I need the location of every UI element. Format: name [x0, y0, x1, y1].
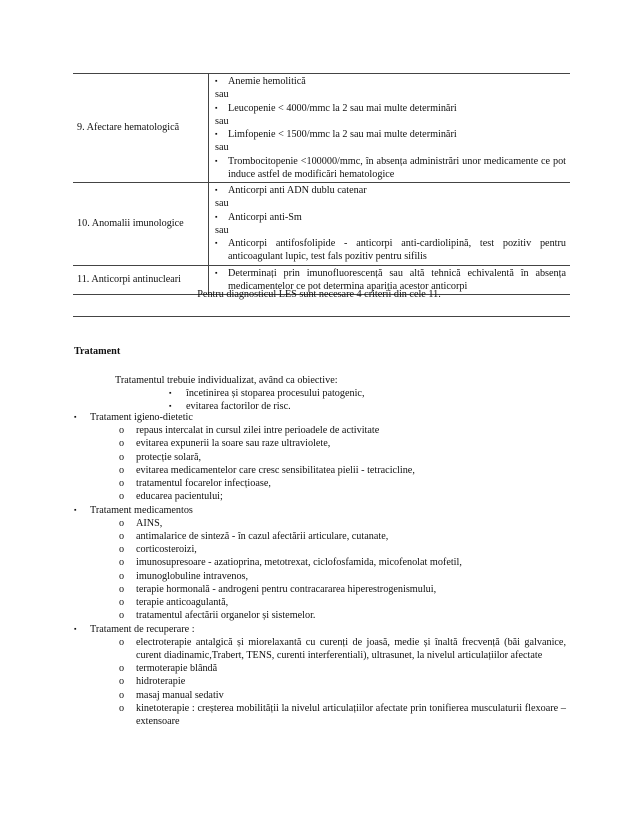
list-item	[74, 596, 566, 609]
list-item	[74, 702, 566, 729]
criteria-table	[73, 73, 570, 295]
treatment-title: Tratament	[74, 346, 121, 357]
list-item-text: imunoglobuline intravenos,	[136, 570, 249, 582]
circle-bullet-icon: o	[119, 544, 125, 555]
criteria-description	[209, 74, 571, 183]
circle-bullet-icon: o	[119, 557, 125, 569]
or-separator: sau	[215, 198, 229, 210]
list-item-text: corticosteroizi,	[136, 544, 197, 555]
objective-item	[169, 387, 365, 400]
criteria-name: 10. Anomalii imunologice	[77, 218, 184, 230]
section-title: Tratament medicamentos	[90, 504, 193, 516]
list-item	[74, 424, 566, 437]
diagnostic-note: Pentru diagnosticul LES sunt necesare 4 criterii din cele 11.	[197, 289, 441, 300]
objective-text: încetinirea și stoparea procesului patogenic,	[186, 388, 365, 399]
circle-bullet-icon: o	[119, 451, 125, 463]
list-item	[74, 530, 566, 543]
list-item-text: repaus intercalat in cursul zilei intre perioadele de activitate	[136, 425, 380, 436]
square-bullet-icon: ▪	[74, 505, 77, 514]
criteria-bullet-item	[215, 237, 566, 264]
criteria-bullet-item	[215, 102, 566, 115]
list-item-text: educarea pacientului;	[136, 491, 223, 503]
list-item	[74, 451, 566, 464]
circle-bullet-icon: o	[119, 464, 125, 476]
criteria-bullet-text: Anticorpi anti-Sm	[228, 211, 302, 223]
criteria-bullet-text: Anticorpi antifosfolipide - anticorpi anti-cardiolipină, test pozitiv pentru anticoagulant lupic, test fals pozitiv pentru sifilis	[228, 238, 566, 263]
square-bullet-icon: ▪	[74, 413, 77, 421]
criteria-bullet-text: Anticorpi anti ADN dublu catenar	[228, 185, 367, 196]
square-bullet-icon: ▪	[169, 402, 172, 410]
list-item	[74, 543, 566, 556]
criteria-bullet-item	[215, 184, 566, 197]
list-item	[74, 675, 566, 688]
list-item	[74, 662, 566, 675]
list-item-text: termoterapie blândă	[136, 663, 218, 674]
treatment-sections	[74, 411, 566, 728]
square-bullet-icon: ▪	[169, 389, 172, 397]
criteria-name: 9. Afectare hematologică	[77, 122, 180, 134]
list-item-text: evitarea expunerii la soare sau raze ultraviolete,	[136, 438, 331, 450]
circle-bullet-icon: o	[119, 478, 125, 489]
criteria-bullet-text: Trombocitopenie <100000/mmc, în absența administrări unor medicamente ce pot induce astfel de modificări hematologice	[228, 155, 566, 180]
list-item-text: terapie anticoagulantă,	[136, 597, 229, 608]
circle-bullet-icon: o	[119, 570, 125, 582]
treatment-section-heading	[74, 623, 566, 636]
square-bullet-icon: ▪	[215, 239, 218, 247]
list-item	[74, 517, 566, 530]
list-item-text: hidroterapie	[136, 676, 186, 688]
list-item	[74, 689, 566, 702]
list-item-text: AINS,	[136, 517, 163, 529]
circle-bullet-icon: o	[119, 438, 125, 450]
square-bullet-icon: ▪	[215, 130, 218, 138]
square-bullet-icon: ▪	[74, 624, 77, 633]
treatment-item-list	[74, 636, 566, 729]
list-item	[74, 609, 566, 622]
criteria-bullet-item	[215, 75, 566, 88]
circle-bullet-icon: o	[119, 517, 125, 529]
list-item	[74, 583, 566, 596]
circle-bullet-icon: o	[119, 583, 125, 595]
list-item-text: kinetoterapie : creșterea mobilității la nivelul articulațiilor afectate prin tonifierea musculaturii flexoare – extensoare	[136, 702, 566, 727]
list-item	[74, 636, 566, 663]
square-bullet-icon: ▪	[215, 156, 218, 165]
criteria-bullet-item	[215, 211, 566, 224]
square-bullet-icon: ▪	[215, 103, 218, 112]
list-item-text: tratamentul focarelor infecțioase,	[136, 478, 271, 489]
list-item	[74, 570, 566, 583]
list-item-text: evitarea medicamentelor care cresc sensibilitatea pielii - tetracicline,	[136, 464, 415, 476]
list-item-text: imunosupresoare - azatioprina, metotrexat, ciclofosfamida, micofenolat mofetil,	[136, 557, 462, 569]
square-bullet-icon: ▪	[215, 77, 218, 85]
criteria-row	[73, 74, 570, 183]
list-item-text: terapie hormonală - androgeni pentru contracararea hiperestrogenismului,	[136, 583, 437, 595]
treatment-intro: Tratamentul trebuie individualizat, având ca obiective:	[115, 375, 338, 386]
list-item-text: protecție solară,	[136, 451, 202, 463]
section-title: Tratament igieno-dietetic	[90, 412, 193, 423]
circle-bullet-icon: o	[119, 676, 125, 688]
circle-bullet-icon: o	[119, 702, 125, 714]
treatment-section-heading	[74, 411, 566, 424]
circle-bullet-icon: o	[119, 491, 125, 503]
criteria-bullet-text: Anemie hemolitică	[228, 76, 306, 87]
criteria-description	[209, 183, 571, 266]
list-item	[74, 464, 566, 477]
circle-bullet-icon: o	[119, 530, 125, 542]
criteria-bullet-text: Determinați prin imunofluorescență sau altă tehnică echivalentă în absența medicamentelor ce pot determina apariția acestor anticorpi	[228, 267, 566, 292]
list-item-text: masaj manual sedativ	[136, 689, 224, 701]
list-item-text: electroterapie antalgică și miorelaxantă cu curenți de joasă, medie și înaltă frecvență (băi galvanice, curent diadinamic,Trabert, TENS, curenti interferentiali), ultrasunet, la nivelul articulațiilor afectate	[136, 636, 566, 661]
square-bullet-icon: ▪	[215, 212, 218, 221]
square-bullet-icon: ▪	[215, 186, 218, 194]
objective-text: evitarea factorilor de risc.	[186, 401, 291, 412]
criteria-bullet-text: Leucopenie < 4000/mmc la 2 sau mai multe determinări	[228, 102, 457, 114]
or-separator: sau	[215, 142, 229, 154]
list-item	[74, 490, 566, 503]
circle-bullet-icon: o	[119, 689, 125, 701]
treatment-item-list	[74, 424, 566, 504]
circle-bullet-icon: o	[119, 663, 125, 674]
section-divider	[73, 316, 570, 317]
criteria-row	[73, 183, 570, 266]
list-item-text: antimalarice de sinteză - în cazul afectării articulare, cutanate,	[136, 530, 389, 542]
list-item	[74, 556, 566, 569]
circle-bullet-icon: o	[119, 425, 125, 436]
criteria-name: 11. Anticorpi antinucleari	[77, 274, 182, 286]
treatment-item-list	[74, 517, 566, 623]
treatment-section-heading	[74, 504, 566, 517]
list-item	[74, 477, 566, 490]
or-separator: sau	[215, 224, 229, 236]
list-item-text: tratamentul afectării organelor și sistemelor.	[136, 610, 316, 622]
circle-bullet-icon: o	[119, 636, 125, 648]
criteria-bullet-item	[215, 155, 566, 182]
list-item	[74, 437, 566, 450]
criteria-bullet-text: Limfopenie < 1500/mmc la 2 sau mai multe determinări	[228, 129, 457, 140]
objectives-list	[169, 387, 365, 413]
circle-bullet-icon: o	[119, 610, 125, 622]
criteria-bullet-item	[215, 128, 566, 141]
or-separator: sau	[215, 115, 229, 127]
circle-bullet-icon: o	[119, 597, 125, 608]
square-bullet-icon: ▪	[215, 268, 218, 277]
section-title: Tratament de recuperare :	[90, 623, 195, 635]
or-separator: sau	[215, 89, 229, 101]
